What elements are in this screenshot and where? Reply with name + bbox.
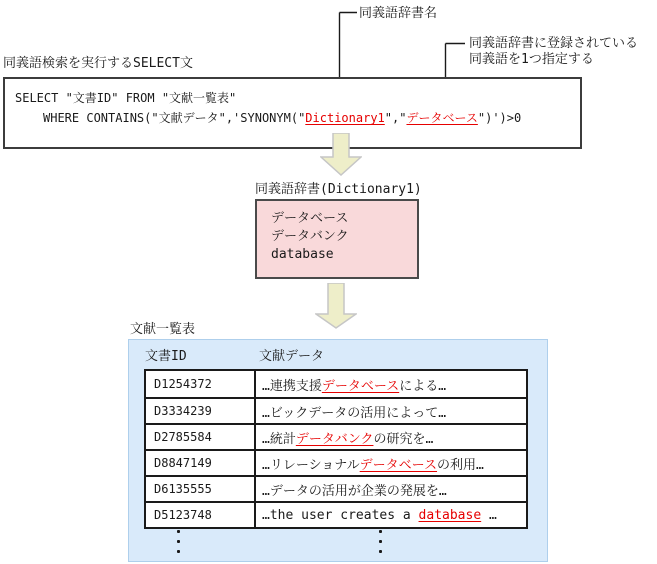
sql-synonym-ref: データベース	[406, 111, 478, 125]
dictionary-entry: データバンク	[271, 229, 349, 244]
table-title: 文献一覧表	[130, 322, 196, 337]
table-row	[146, 501, 526, 527]
doc-table	[144, 369, 528, 529]
doc-data-text: …the user creates a	[262, 507, 419, 523]
doc-data-text: の利用…	[437, 457, 484, 473]
doc-data-cell	[256, 451, 526, 475]
doc-data-text: …データの活用が企業の発展を…	[262, 483, 447, 499]
doc-data-cell	[256, 371, 526, 397]
doc-data-cell	[256, 503, 526, 527]
doc-data-text: …連携支援	[262, 378, 322, 394]
dictionary-entry: データベース	[271, 211, 349, 226]
doc-data-text: による…	[399, 378, 447, 394]
sql-box	[3, 77, 582, 149]
doc-data-hit: データベース	[359, 457, 438, 473]
doc-id-cell: D1254372	[146, 371, 256, 397]
doc-data-text: …リレーショナル	[262, 457, 360, 473]
doc-data-text: …ビックデータの活用によって…	[262, 405, 447, 421]
table-row	[146, 475, 526, 501]
column-header-doc-data: 文献データ	[259, 349, 325, 364]
sql-line-1: SELECT "文書ID" FROM "文献一覧表"	[15, 91, 237, 105]
doc-id-cell: D5123748	[146, 503, 256, 527]
doc-data-text: …統計	[262, 431, 296, 447]
sql-caption: 同義語検索を実行するSELECT文	[3, 56, 193, 71]
doc-data-text: の研究を…	[373, 431, 434, 447]
ellipsis-id-column-icon	[177, 530, 180, 553]
sql-line-2	[43, 111, 521, 125]
doc-id-cell: D6135555	[146, 477, 256, 501]
callout-dictionary-name-label: 同義語辞書名	[359, 6, 438, 21]
doc-data-text: …	[481, 507, 497, 523]
doc-data-hit: database	[418, 507, 482, 523]
column-header-doc-id: 文書ID	[145, 349, 187, 364]
dictionary-entry: database	[271, 247, 334, 262]
dictionary-box	[255, 199, 419, 279]
ellipsis-data-column-icon	[379, 530, 382, 553]
table-row	[146, 371, 526, 397]
doc-id-cell: D3334239	[146, 399, 256, 423]
table-panel	[128, 339, 548, 562]
sql-line-2-post: ")')>0	[477, 111, 522, 125]
doc-id-cell: D8847149	[146, 451, 256, 475]
table-row	[146, 449, 526, 475]
table-row	[146, 397, 526, 423]
sql-line-2-pre: WHERE CONTAINS("文献データ",'SYNONYM("	[43, 111, 306, 125]
sql-dictionary-ref: Dictionary1	[305, 111, 385, 125]
dictionary-title: 同義語辞書(Dictionary1)	[255, 182, 422, 197]
callout-synonym-label-line1: 同義語辞書に登録されている	[469, 36, 639, 51]
sql-line-2-mid: ","	[384, 111, 407, 125]
flow-down-arrow-icon	[320, 133, 362, 176]
flow-down-arrow-icon	[315, 283, 357, 330]
doc-data-hit: データバンク	[295, 431, 374, 447]
doc-data-hit: データベース	[321, 378, 400, 394]
doc-data-cell	[256, 477, 526, 501]
callout-synonym-label-line2: 同義語を1つ指定する	[469, 52, 594, 67]
table-row	[146, 423, 526, 449]
doc-id-cell: D2785584	[146, 425, 256, 449]
doc-data-cell	[256, 425, 526, 449]
doc-data-cell	[256, 399, 526, 423]
